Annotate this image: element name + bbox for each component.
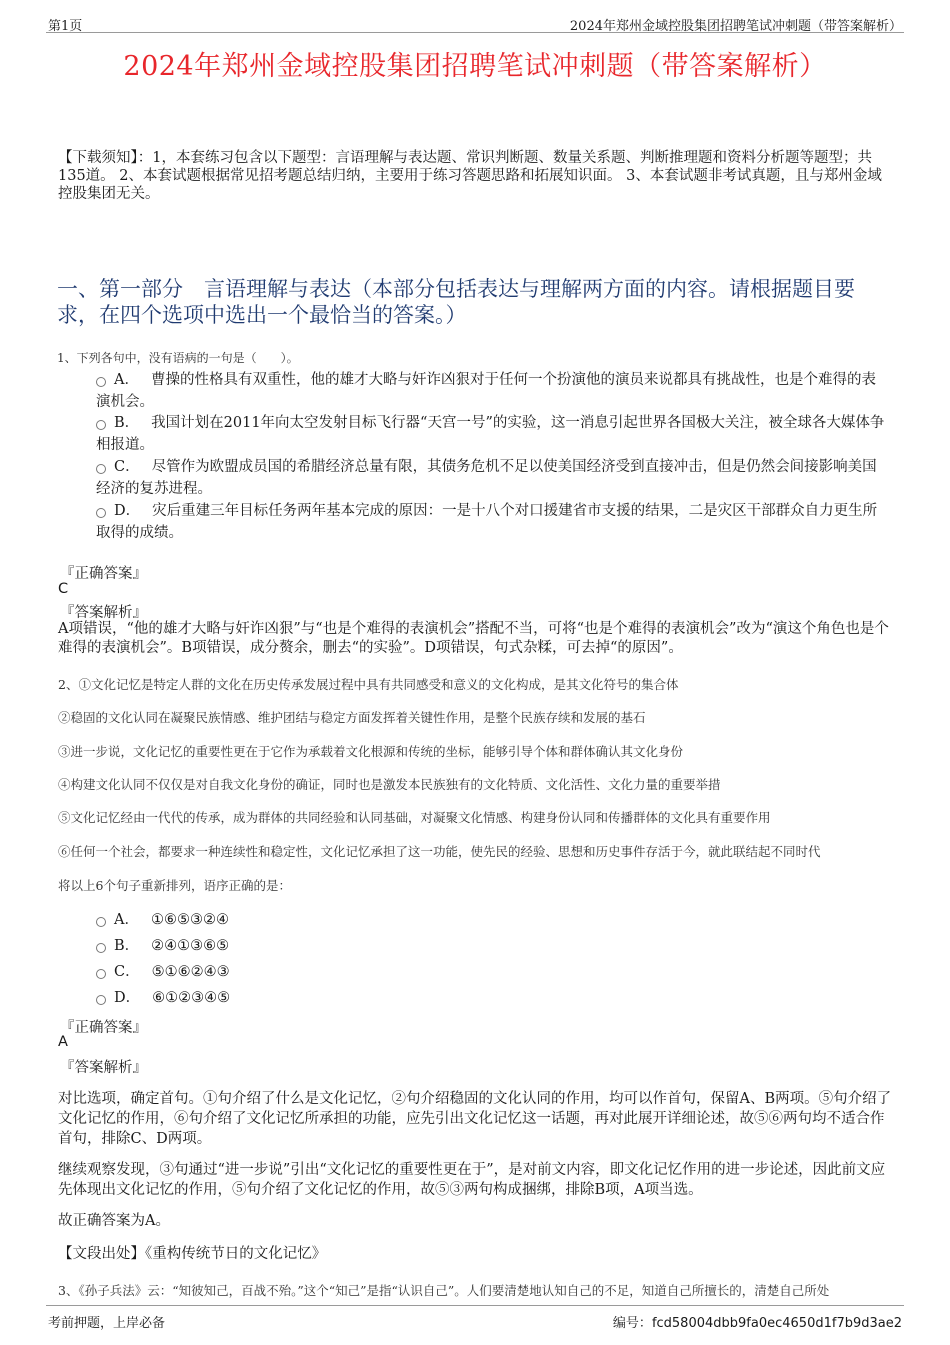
q2-sentence-6: ⑥任何一个社会，都要求一种连续性和稳定性，文化记忆承担了这一功能，使先民的经验、思想和历史事件存活于今，就此联结起不同时代 [58,844,821,859]
option-text: ①⑥⑤③②④ [150,912,229,928]
q2-option-c[interactable] [96,961,886,983]
q3-stem: 3、《孙子兵法》云：“知彼知己，百战不殆。”这个“知己”是指“认识自己”。人们要清楚地认知自己的不足，知道自己所擅长的，清楚自己所处 [58,1283,830,1298]
radio-icon[interactable] [96,995,106,1005]
q2-sentence-3: ③进一步说，文化记忆的重要性更在于它作为承载着文化根源和传统的坐标，能够引导个体和群体确认其文化身份 [58,744,684,759]
radio-icon[interactable] [96,943,106,953]
option-text: 曹操的性格具有双重性，他的雄才大略与奸诈凶狠对于任何一个扮演他的演员来说都具有挑战性，也是个难得的表演机会。 [96,372,876,410]
radio-icon[interactable] [96,917,106,927]
q1-option-b[interactable] [96,412,886,456]
q2-analysis-paragraph-2: 继续观察发现，③句通过“进一步说”引出“文化记忆的重要性更在于”，是对前文内容，即文化记忆作用的进一步论述，因此前文应先体现出文化记忆的作用，⑤句介绍了文化记忆的作用，故⑤③两句构成捆绑，排除B项，A项当选。 [58,1162,886,1198]
q1-option-a[interactable] [96,369,886,413]
q2-sentence-1: 2、①文化记忆是特定人群的文化在历史传承发展过程中具有共同感受和意义的文化构成，是其文化符号的集合体 [58,677,679,692]
radio-icon[interactable] [96,420,106,430]
q2-source: 【文段出处】《重构传统节日的文化记忆》 [58,1246,327,1262]
q2-sentence-2: ②稳固的文化认同在凝聚民族情感、维护团结与稳定方面发挥着关键性作用，是整个民族存续和发展的基石 [58,710,646,725]
section-title: 一、第一部分 言语理解与表达（本部分包括表达与理解两方面的内容。请根据题目要求，在四个选项中选出一个最恰当的答案。） [57,277,855,327]
q2-analysis-paragraph-3: 故正确答案为A。 [58,1213,170,1229]
option-letter: B． [114,938,140,954]
option-text: 我国计划在2011年向太空发射目标飞行器“天宫一号”的实验，这一消息引起世界各国极大关注，被全球各大媒体争相报道。 [96,415,885,453]
q1-analysis-label: 『答案解析』 [60,605,147,621]
footer-code-label: 编号： [612,1316,652,1331]
header-doc-title: 2024年郑州金域控股集团招聘笔试冲刺题（带答案解析） [569,19,902,34]
download-notice: 【下载须知】：1，本套练习包含以下题型：言语理解与表达题、常识判断题、数量关系题、判断推理题和资料分析题等题型；共135道。 2、本套试题根据常见招考题总结归纳，主要用于练习答题思路和拓展知识面。 3、本套试题非考试真题，且与郑州金域控股集团无关。 [58,150,882,202]
option-letter: A． [114,372,139,388]
q2-option-a[interactable] [96,909,886,931]
option-letter: C． [114,459,140,475]
q1-answer-label: 『正确答案』 [60,566,147,582]
q1-option-d[interactable] [96,500,886,544]
page-footer [46,1305,904,1331]
footer-slogan: 考前押题，上岸必备 [48,1316,166,1331]
q2-sentence-5: ⑤文化记忆经由一代代的传承，成为群体的共同经验和认同基础，对凝聚文化情感、构建身份认同和传播群体的文化具有重要作用 [58,810,771,825]
footer-code: fcd58004dbb9fa0ec4650d1f7b9d3ae2 [651,1316,902,1331]
radio-icon[interactable] [96,377,106,387]
q2-answer-label: 『正确答案』 [60,1020,147,1036]
option-letter: D． [114,990,141,1006]
option-letter: A． [114,912,139,928]
q1-answer: C [58,581,69,597]
q2-analysis-label: 『答案解析』 [60,1060,147,1076]
q2-option-b[interactable] [96,935,886,957]
q2-analysis-paragraph-1: 对比选项，确定首句。①句介绍了什么是文化记忆，②句介绍稳固的文化认同的作用，均可以作首句，保留A、B两项。⑤句介绍了文化记忆的作用，⑥句介绍了文化记忆所承担的功能，应先引出文化记忆这一话题，再对此展开详细论述，故⑤⑥两句均不适合作首句，排除C、D两项。 [58,1091,892,1147]
footer-code-block [613,1312,902,1331]
q1-stem: 1、下列各句中，没有语病的一句是（ ）。 [57,351,299,365]
option-text: 尽管作为欧盟成员国的希腊经济总量有限，其债务危机不足以使美国经济受到直接冲击，但是仍然会间接影响美国经济的复苏进程。 [96,459,877,497]
page-header [46,14,904,33]
option-letter: B． [114,415,140,431]
option-letter: D． [114,503,141,519]
option-text: ⑤①⑥②④③ [151,964,230,980]
radio-icon[interactable] [96,508,106,518]
q2-option-d[interactable] [96,987,886,1009]
q1-analysis: A项错误，“他的雄才大略与奸诈凶狠”与“也是个难得的表演机会”搭配不当，可将“也是个难得的表演机会”改为“演这个角色也是个难得的表演机会”。B项错误，成分赘余，删去“的实验”。D项错误，句式杂糅，可去掉“的原因”。 [58,621,889,656]
q2-prompt: 将以上6个句子重新排列，语序正确的是： [58,878,291,893]
q2-answer: A [58,1034,68,1050]
option-text: ⑥①②③④⑤ [152,990,231,1006]
page-number: 第1页 [48,19,83,34]
q2-sentence-4: ④构建文化认同不仅仅是对自我文化身份的确证，同时也是激发本民族独有的文化特质、文化活性、文化力量的重要举措 [58,777,721,792]
option-text: ②④①③⑥⑤ [151,938,230,954]
radio-icon[interactable] [96,969,106,979]
document-title: 2024年郑州金域控股集团招聘笔试冲刺题（带答案解析） [123,51,827,82]
option-text: 灾后重建三年目标任务两年基本完成的原因：一是十八个对口援建省市支援的结果，二是灾区干部群众自力更生所取得的成绩。 [96,503,878,541]
radio-icon[interactable] [96,464,106,474]
q1-option-c[interactable] [96,456,886,500]
option-letter: C． [114,964,140,980]
